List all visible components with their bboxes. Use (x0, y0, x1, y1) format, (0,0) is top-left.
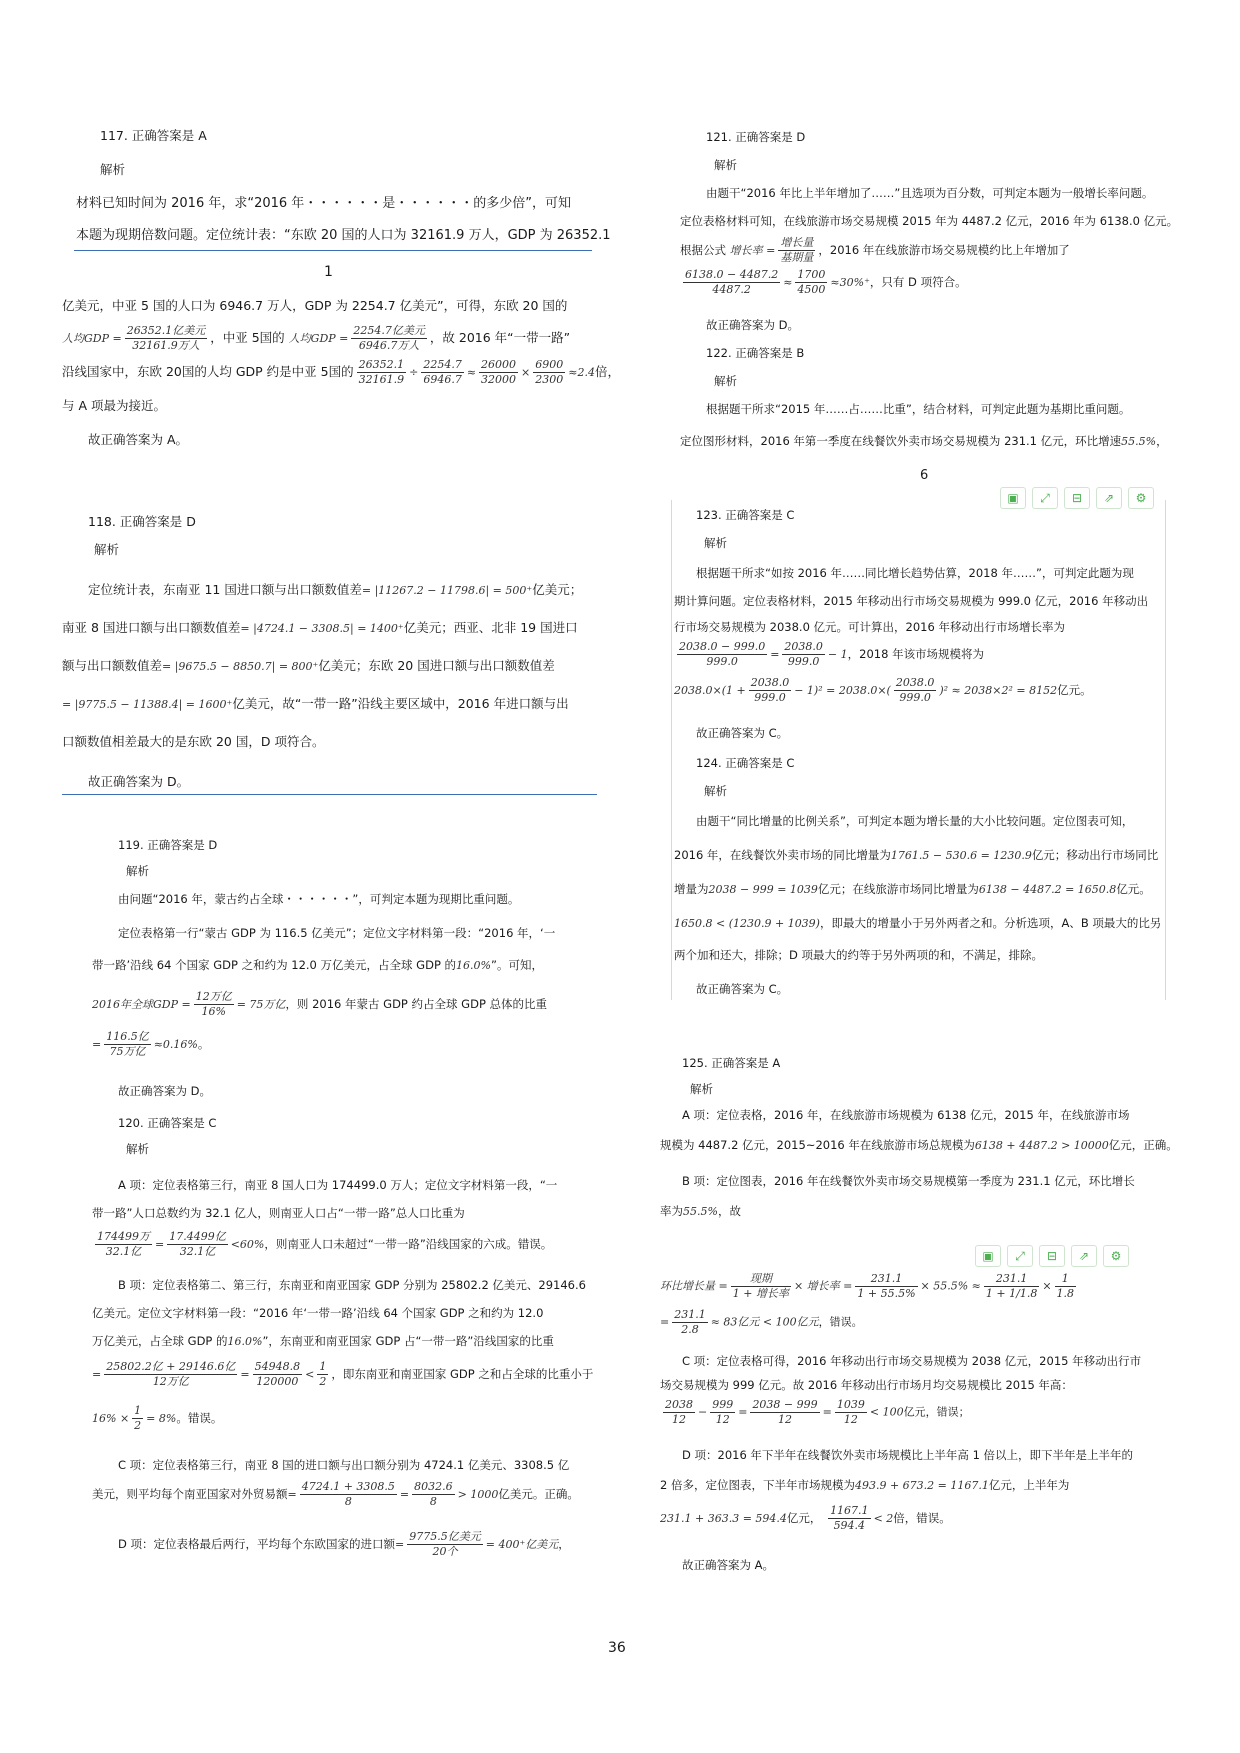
q124-block (674, 752, 1174, 1002)
q123-title: 123. 正确答案是 C (696, 508, 795, 522)
q125-c-line2: 场交易规模为 999 亿元。故 2016 年移动出行市场月均交易规模比 2015 年高： (660, 1378, 1073, 1392)
q121-line4: $\frac{6138.0 - 4487.2}{4487.2}$ ≈ $\frac{1700}{4500}$ ≈30%⁺，只有 D 项符合。 (685, 268, 967, 296)
q120-c-line2: 美元，则平均每个南亚国家对外贸易额= $\frac{4724.1 + 3308.5}{8}$ = $\frac{8032.6}{8}$ > 1000亿美元。正确。 (92, 1480, 579, 1508)
q124-line4: 1650.8 < (1230.9 + 1039)，即最大的增量小于另外两者之和。分析选项，A、B 项最大的比另 (674, 916, 1162, 930)
q120-block (92, 1108, 602, 1578)
q117-line6: 与 A 项最为接近。 (62, 398, 166, 413)
q119-answer: 故正确答案为 D。 (118, 1084, 212, 1098)
q125-block-bottom (660, 1272, 1160, 1582)
q121-block (680, 124, 1180, 340)
q119-label: 解析 (126, 864, 149, 878)
q124-title: 124. 正确答案是 C (696, 756, 795, 770)
save-icon[interactable]: ⊟ (1039, 1245, 1065, 1267)
q117-label: 解析 (100, 162, 126, 177)
q121-title: 121. 正确答案是 D (706, 130, 806, 144)
q125-block-top (660, 1052, 1178, 1228)
q124-line2: 2016 年，在线餐饮外卖市场的同比增量为1761.5 − 530.6 = 1230.9亿元；移动出行市场同比 (674, 848, 1159, 862)
q124-answer: 故正确答案为 C。 (696, 982, 789, 996)
q125-a-line1: A 项：定位表格，2016 年，在线旅游市场规模为 6138 亿元，2015 年，在线旅游市场 (682, 1108, 1130, 1122)
q125-a-line2: 规模为 4487.2 亿元，2015~2016 年在线旅游市场总规模为6138 + 4487.2 > 10000亿元，正确。 (660, 1138, 1178, 1152)
q119-line3: 带一路’沿线 64 个国家 GDP 之和约为 12.0 万亿美元，占全球 GDP 的16.0%”。可知， (92, 958, 543, 972)
q119-line1: 由问题“2016 年，蒙古约占全球・・・・・・”，可判定本题为现期比重问题。 (118, 892, 520, 906)
q120-a-line1: A 项：定位表格第三行，南亚 8 国人口为 174499.0 万人；定位文字材料第一段，“一 (118, 1178, 558, 1192)
q124-line3: 增量为2038 − 999 = 1039亿元；在线旅游市场同比增量为6138 − 4487.2 = 1650.8亿元。 (674, 882, 1151, 896)
q121-label: 解析 (714, 158, 737, 172)
q125-b-line1: B 项：定位图表，2016 年在线餐饮外卖市场交易规模第一季度为 231.1 亿元，环比增长 (682, 1174, 1135, 1188)
q118-answer: 故正确答案为 D。 (88, 774, 190, 789)
q118-line2: 南亚 8 国进口额与出口额数值差= |4724.1 − 3308.5| = 1400⁺亿美元；西亚、北非 19 国进口 (62, 620, 578, 635)
save-icon[interactable]: ⊟ (1064, 487, 1090, 509)
q118-line5: 口额数值相差最大的是东欧 20 国，D 项符合。 (62, 734, 325, 749)
q119-line4: 2016年全球GDP = $\frac{\text{12万亿}}{16\%}$ = 75万亿，则 2016 年蒙古 GDP 约占全球 GDP 总体的比重 (92, 990, 548, 1018)
q117-underline (74, 250, 592, 251)
q122-line2: 定位图形材料，2016 年第一季度在线餐饮外卖市场交易规模为 231.1 亿元，环比增速55.5%， (680, 434, 1168, 448)
q118-line3: 额与出口额数值差= |9675.5 − 8850.7| = 800⁺亿美元；东欧 20 国进口额与出口额数值差 (62, 658, 555, 673)
expand-icon[interactable]: ⤢ (1032, 487, 1058, 509)
q122-block (680, 340, 1180, 488)
fullscreen-icon[interactable]: ▣ (975, 1245, 1001, 1267)
q121-answer: 故正确答案为 D。 (706, 318, 800, 332)
q120-b-line5: 16% × $\frac{1}{2}$ = 8%。错误。 (92, 1404, 223, 1432)
q124-line5: 两个加和还大，排除；D 项最大的约等于另外两项的和，不满足，排除。 (674, 948, 1044, 962)
q123-line2: 期计算问题。定位表格材料，2015 年移动出行市场交易规模为 999.0 亿元，2016 年移动出 (674, 594, 1149, 608)
q121-line1: 由题干“2016 年比上半年增加了……”且选项为百分数，可判定本题为一般增长率问题。 (706, 186, 1154, 200)
q123-line1: 根据题干所求“如按 2016 年……同比增长趋势估算，2018 年……”，可判定此题为现 (696, 566, 1134, 580)
settings-icon[interactable]: ⚙ (1103, 1245, 1129, 1267)
q117-answer: 故正确答案为 A。 (88, 432, 189, 447)
q117-block (62, 118, 620, 458)
q125-b-line2: 率为55.5%，故 (660, 1204, 741, 1218)
fullscreen-icon[interactable]: ▣ (1000, 487, 1026, 509)
q125-formula1: 环比增长量 = $\frac{\text{现期}}{\text{1 + 增长率}}$ × 增长率 = $\frac{231.1}{1 + 55.5\%}$ × 55.5% ≈ $\frac{231.1}{1 + 1/1.8}$ × $\frac{1}{1.8}$ (660, 1272, 1075, 1300)
q125-d-line1: D 项：2016 年下半年在线餐饮外卖市场规模比上半年高 1 倍以上，即下半年是上半年的 (682, 1448, 1134, 1462)
q120-label: 解析 (126, 1142, 149, 1156)
q123-answer: 故正确答案为 C。 (696, 726, 789, 740)
q125-d-line3: 231.1 + 363.3 = 594.4亿元， $\frac{1167.1}{594.4}$ < 2倍，错误。 (660, 1504, 951, 1532)
q120-c-line1: C 项：定位表格第三行，南亚 8 国的进口额与出口额分别为 4724.1 亿美元、3308.5 亿 (118, 1458, 570, 1472)
q121-line2: 定位表格材料可知，在线旅游市场交易规模 2015 年为 4487.2 亿元，2016 年为 6138.0 亿元。 (680, 214, 1179, 228)
q124-label: 解析 (704, 784, 727, 798)
q117-line1: 材料已知时间为 2016 年，求“2016 年・・・・・・是・・・・・・的多少倍”，可知 (76, 196, 572, 211)
q120-b-line1: B 项：定位表格第二、第三行，东南亚和南亚国家 GDP 分别为 25802.2 亿美元、29146.6 (118, 1278, 586, 1292)
q118-line4: = |9775.5 − 11388.4| = 1600⁺亿美元，故“一带一路”沿线主要区域中，2016 年进口额与出 (62, 696, 569, 711)
q125-title: 125. 正确答案是 A (682, 1056, 781, 1070)
q120-b-line2: 亿美元。定位文字材料第一段：“2016 年‘一带一路’沿线 64 个国家 GDP 之和约为 12.0 (92, 1306, 544, 1320)
q117-line4: 人均GDP = $\frac{\text{26352.1亿美元}}{\text{32161.9万人}}$ ，中亚 5国的 人均GDP = $\frac{\text{2254.7亿美元}}{\text{6946.7万人}}$ ，故 2016 年“一带一路” (62, 324, 571, 352)
q122-label: 解析 (714, 374, 737, 388)
q125-c-line3: $\frac{2038}{12}$ − $\frac{999}{12}$ = $\frac{2038 - 999}{12}$ = $\frac{1039}{12}$ < 100亿元，错误； (665, 1398, 970, 1426)
q119-title: 119. 正确答案是 D (118, 838, 218, 852)
q123-block (674, 504, 1164, 744)
q118-title: 118. 正确答案是 D (88, 514, 196, 529)
q117-line3: 亿美元，中亚 5 国的人口为 6946.7 万人，GDP 为 2254.7 亿美元”，可得，东欧 20 国的 (62, 298, 568, 313)
expand-icon[interactable]: ⤢ (1007, 1245, 1033, 1267)
q123-line4: $\frac{2038.0 - 999.0}{999.0}$ = $\frac{2038.0}{999.0}$ − 1，2018 年该市场规模将为 (679, 640, 985, 668)
q120-a-line2: 带一路”人口总数约为 32.1 亿人，则南亚人口占“一带一路”总人口比重为 (92, 1206, 465, 1220)
q117-title: 117. 正确答案是 A (100, 128, 207, 143)
q118-underline (62, 794, 597, 795)
q117-line5: 沿线国家中，东欧 20国的人均 GDP 约是中亚 5国的 $\frac{26352.1}{32161.9}$ ÷ $\frac{2254.7}{6946.7}$ ≈ $\frac{26000}{32000}$ × $\frac{6900}{2300}$ ≈2.4倍， (62, 358, 620, 386)
q123-label: 解析 (704, 536, 727, 550)
viewer-toolbar-2 (975, 1245, 1129, 1267)
q123-line3: 行市场交易规模为 2038.0 亿元。可计算出，2016 年移动出行市场增长率为 (674, 620, 1065, 634)
share-icon[interactable]: ⇗ (1096, 487, 1122, 509)
column-divider-left (671, 500, 672, 1000)
q125-label: 解析 (690, 1082, 713, 1096)
q119-line5: = $\frac{\text{116.5亿}}{\text{75万亿}}$ ≈0.16%。 (92, 1030, 210, 1058)
q117-line2: 本题为现期倍数问题。定位统计表：“东欧 20 国的人口为 32161.9 万人，GDP 为 26352.1 (76, 228, 611, 243)
q125-d-line2: 2 倍多，定位图表，下半年市场规模为493.9 + 673.2 = 1167.1亿元，上半年为 (660, 1478, 1070, 1492)
q120-d-line1: D 项：定位表格最后两行，平均每个东欧国家的进口额= $\frac{\text{9775.5亿美元}}{\text{20个}}$ = 400⁺亿美元， (118, 1530, 570, 1558)
q122-title: 122. 正确答案是 B (706, 346, 805, 360)
q118-line1: 定位统计表，东南亚 11 国进口额与出口额数值差= |11267.2 − 11798.6| = 500⁺亿美元； (88, 582, 583, 597)
q123-line5: 2038.0×(1 + $\frac{2038.0}{999.0}$ − 1)² = 2038.0×( $\frac{2038.0}{999.0}$ )² ≈ 2038×2² = 8152亿元。 (674, 676, 1092, 704)
q122-inner-page-number: 6 (920, 468, 929, 483)
q125-answer: 故正确答案为 A。 (682, 1558, 775, 1572)
page-number: 36 (608, 1640, 626, 1656)
settings-icon[interactable]: ⚙ (1128, 487, 1154, 509)
q119-line2: 定位表格第一行“蒙古 GDP 为 116.5 亿美元”；定位文字材料第一段：“2016 年，‘一 (118, 926, 556, 940)
q118-block (62, 506, 602, 802)
q120-title: 120. 正确答案是 C (118, 1116, 217, 1130)
q121-line3: 根据公式 增长率 = $\frac{\text{增长量}}{\text{基期量}}$ ，2016 年在线旅游市场交易规模约比上年增加了 (680, 236, 1070, 264)
q117-inner-page-number: 1 (324, 264, 333, 280)
q118-label: 解析 (94, 542, 120, 557)
q119-block (92, 834, 592, 1124)
q120-a-line3: $\frac{\text{174499万}}{\text{32.1亿}}$ = $\frac{\text{17.4499亿}}{\text{32.1亿}}$ <60%，则南亚人口未超过“一带一路”沿线国家的六成。错误。 (97, 1230, 553, 1258)
q120-b-line4: = $\frac{\text{25802.2亿 + 29146.6亿}}{\text{12万亿}}$ = $\frac{54948.8}{120000}$ < $\frac{1}{2}$ ，即东南亚和南亚国家 GDP 之和占全球的比重小于 (92, 1360, 594, 1388)
q122-line1: 根据题干所求“2015 年……占……比重”，结合材料，可判定此题为基期比重问题。 (706, 402, 1131, 416)
q125-c-line1: C 项：定位表格可得，2016 年移动出行市场交易规模为 2038 亿元，2015 年移动出行市 (682, 1354, 1142, 1368)
q125-formula2: = $\frac{231.1}{2.8}$ ≈ 83亿元 < 100亿元，错误。 (660, 1308, 863, 1336)
q120-b-line3: 万亿美元，占全球 GDP 的16.0%”，东南亚和南亚国家 GDP 占“一带一路”沿线国家的比重 (92, 1334, 554, 1348)
q124-line1: 由题干“同比增量的比例关系”，可判定本题为增长量的大小比较问题。定位图表可知， (696, 814, 1134, 828)
share-icon[interactable]: ⇗ (1071, 1245, 1097, 1267)
